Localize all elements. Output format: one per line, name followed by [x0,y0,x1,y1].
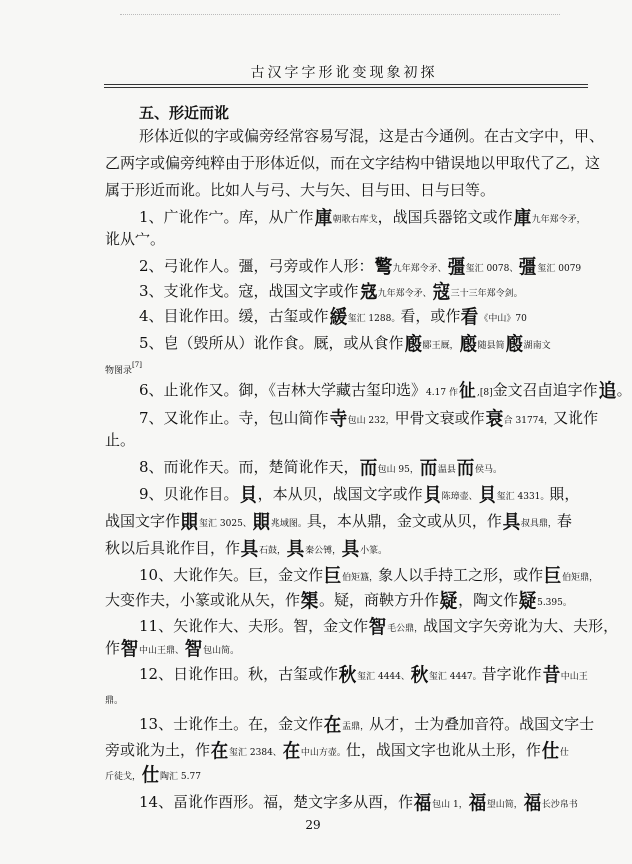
ancient-glyph: 在 [210,740,229,762]
source-note: 合 31774， [503,416,554,426]
line-text: 4、目讹作田。缓，古玺或作 [139,307,329,325]
ancient-glyph: 榘 [300,590,319,612]
source-note: 中山王 [560,672,588,682]
source-note: 石鼓， [259,546,287,556]
line-text: 12、日讹作田。秋，古玺或作 [139,665,339,683]
line-text: 斤徒戈， [105,772,142,782]
ancient-glyph: 疑 [439,590,458,612]
line-text: 13、士讹作土。在，金文作 [139,715,324,733]
line-text: 乙两字或偏旁纯粹由于形体近似，而在文字结构中错误地以甲取代了乙，这 [105,154,601,172]
ancient-glyph: 秋 [410,664,429,686]
ancient-glyph: 在 [323,714,342,736]
line-text: 讹从宀。 [105,230,166,248]
line-text: ，战国兵器铭文或作 [377,208,513,226]
source-note: 兆域图。 [270,519,307,529]
example-line [105,538,387,561]
source-note: 玺汇 2384、 [229,748,282,758]
paragraph-line [105,430,135,450]
example-line [105,764,201,787]
ancient-glyph: 彊 [519,256,537,278]
ancient-glyph: 而 [456,457,475,479]
ancient-glyph: 彊 [447,256,465,278]
ancient-glyph: 賏 [252,511,271,533]
ancient-glyph: 看 [461,306,479,328]
source-note: 湖南文 [523,341,551,351]
line-text: 旁或讹为土，作 [105,741,211,759]
paragraph-line [105,153,600,173]
source-note: 毛公鼎， [387,624,424,634]
section-title: 五、形近而讹 [139,104,230,122]
source-note: 三十三年郑令剑。 [450,289,523,299]
ancient-glyph: 智 [120,638,139,660]
line-text: 2、弓讹作人。彊，弓旁或作人形： [139,257,374,275]
line-text: 9、贝讹作目。 [139,485,239,503]
line-text: 象人以手持工之形，或作 [378,566,544,584]
line-text: 形体近似的字或偏旁经常容易写混，这是古今通例。在古文字中，甲、 [139,127,605,145]
line-text: 。 [616,381,632,399]
source-note: 九年郑令矛、 [377,289,432,299]
line-text: 賏， [549,485,580,503]
ancient-glyph: 疑 [518,590,537,612]
line-text: 仕，战国文字也讹从土形，作 [345,741,541,759]
ancient-glyph: 𢓊 [458,380,477,402]
source-note: 包山 95， [377,465,419,475]
line-text: 8、而讹作天。而，楚简讹作天， [139,458,359,476]
ancient-glyph: 昔 [542,664,560,686]
ancient-glyph: 寺 [329,408,347,430]
ancient-glyph: 貝 [239,484,257,506]
line-text: 大变作夫，小篆或讹从矢，作 [105,591,301,609]
source-note: 朝歌右库戈 [332,215,378,225]
ancient-glyph: 廏 [505,333,523,355]
source-note: 玺汇 1288。 [347,314,401,324]
source-note: 中山方壶。 [300,748,346,758]
paragraph-line [105,229,165,249]
header-rule-thin [104,87,588,88]
source-note: 中山王鼎、 [139,646,185,656]
example-line [105,511,572,534]
ancient-glyph: 智 [184,638,203,660]
line-text: 看，或作 [400,307,461,325]
ancient-glyph: 追 [598,380,616,402]
source-note: 伯矩簋， [342,573,379,583]
source-note: 九年郑令矛， [531,215,586,225]
source-note: 望山简， [486,800,523,810]
ancient-glyph: 秋 [338,664,357,686]
line-text: 止。 [105,431,136,449]
line-text: 昔字讹作 [481,665,542,683]
line-text: 从才，士为叠加音符。战国文字士 [369,715,595,733]
ancient-glyph: 福 [413,792,432,814]
source-note: 玺汇 4444、 [357,672,410,682]
footnote-marker: [7] [132,361,142,369]
source-note: 陶汇 5.77 [160,772,201,782]
example-line [139,408,598,431]
example-line [139,565,598,588]
source-note: 玺汇 4447。 [428,672,482,682]
source-note: 侯马。 [474,465,502,475]
ancient-glyph: 具 [240,538,259,560]
source-note: 玺汇 4331。 [496,492,550,502]
example-line [139,380,632,403]
line-text: 属于形近而讹。比如人与弓、大与矢、目与田、日与曰等。 [105,181,496,199]
paragraph-line [105,180,495,200]
line-text: 金文召卣追字作 [492,381,598,399]
source-note: 秦公镈， [305,546,342,556]
line-text: 6、止讹作又。御，《吉林大学藏古玺印选》 [139,381,427,399]
ancient-glyph: 具 [341,538,360,560]
example-line [139,664,588,687]
source-note: 盂鼎， [342,722,370,732]
ancient-glyph: 仕 [541,740,560,762]
example-line [139,714,594,737]
line-text: 战国文字作 [105,512,181,530]
example-line [139,281,523,304]
example-line [105,638,239,661]
ancient-glyph: 𢐧 [374,256,392,278]
line-text: 1、广讹作宀。库，从广作 [139,208,314,226]
source-note: 仕 [559,748,569,758]
example-line [105,740,569,763]
example-line [139,207,586,230]
example-line [139,616,618,639]
source-note: 包山 1， [432,800,468,810]
ancient-glyph: 福 [523,792,541,814]
source-note: 叔具鼎， [520,519,557,529]
source-note: 小篆。 [360,546,388,556]
line-text: 5、皀（毁所从）讹作食。厩，或从食作 [139,334,404,352]
ancient-glyph: 寇 [432,281,450,303]
ancient-glyph: 衰 [485,408,503,430]
ancient-glyph: 智 [368,616,387,638]
ancient-glyph: 賏 [180,511,199,533]
source-note: 《中山》70 [479,314,527,324]
ancient-glyph: 福 [468,792,486,814]
line-text: ，本从贝，战国文字或作 [257,485,423,503]
example-line [105,590,572,613]
ancient-glyph: 貝 [478,484,496,506]
example-line [139,306,527,329]
ancient-glyph: 巨 [323,565,342,587]
line-text: 物图录 [105,366,133,376]
ancient-glyph: 具 [502,511,521,533]
line-text: 又讹作 [553,409,599,427]
line-text: 战国文字矢旁讹为大、夫形， [423,617,619,635]
paragraph-line [139,126,604,146]
line-text: ，陶文作 [458,591,519,609]
source-note: 包山 232， [347,416,395,426]
source-note: 随县简 [477,341,505,351]
source-note: 4.17 作 [426,388,458,398]
line-text: 春 [556,512,572,530]
ancient-glyph: 廏 [404,333,422,355]
scan-noise [120,14,560,16]
line-text: 作 [105,639,121,657]
source-note: 九年郑令矛、 [392,264,447,274]
example-line [139,256,581,279]
ancient-glyph: 巨 [543,565,562,587]
source-note: 温县 [437,465,456,475]
ancient-glyph: 而 [359,457,377,479]
source-note: 玺汇 3025、 [199,519,252,529]
paragraph-line [105,688,123,711]
line-text: 甲骨文衰或作 [394,409,485,427]
source-note: 陈璋壶、 [441,492,478,502]
source-note: ,[8] [476,388,493,398]
line-text: 具，本从鼎，金文或从贝，作 [306,512,502,530]
source-note: 长沙帛书 [541,800,578,810]
source-note: 5.395。 [537,598,572,608]
ancient-glyph: 庫 [513,207,531,229]
line-text: 10、大讹作矢。巨，金文作 [139,566,324,584]
running-title: 古汉字字形讹变现象初探 [250,65,438,81]
page-number: 29 [305,818,321,832]
line-text: 7、又讹作止。寺，包山简作 [139,409,329,427]
line-text: 秋以后具讹作目，作 [105,539,241,557]
ancient-glyph: 仕 [141,764,160,786]
source-note: 伯矩鼎， [562,573,599,583]
source-note: 郾王厩， [422,341,459,351]
ancient-glyph: 在 [282,740,301,762]
ancient-glyph: 而 [419,457,438,479]
ancient-glyph: 具 [286,538,305,560]
line-text: 14、畐讹作酉形。福，楚文字多从酉，作 [139,793,414,811]
ancient-glyph: 庫 [314,207,332,229]
header-rule [104,84,588,85]
line-text: 3、支讹作戈。寇，战国文字或作 [139,282,359,300]
source-note: 包山简。 [203,646,240,656]
example-line [139,484,579,507]
source-note: 玺汇 0078、 [465,264,519,274]
line-text: 。疑，商鞅方升作 [319,591,440,609]
ancient-glyph: 貝 [423,484,441,506]
line-text: 鼎。 [105,696,124,706]
ancient-glyph: 緩 [329,306,347,328]
ancient-glyph: 𡨥 [359,281,377,303]
paragraph-line [105,355,142,381]
ancient-glyph: 廏 [459,333,477,355]
line-text: 11、矢讹作大、夫形。智，金文作 [139,617,369,635]
source-note: 玺汇 0079 [537,264,582,274]
example-line [139,457,502,480]
example-line [139,792,578,815]
example-line [139,333,551,356]
